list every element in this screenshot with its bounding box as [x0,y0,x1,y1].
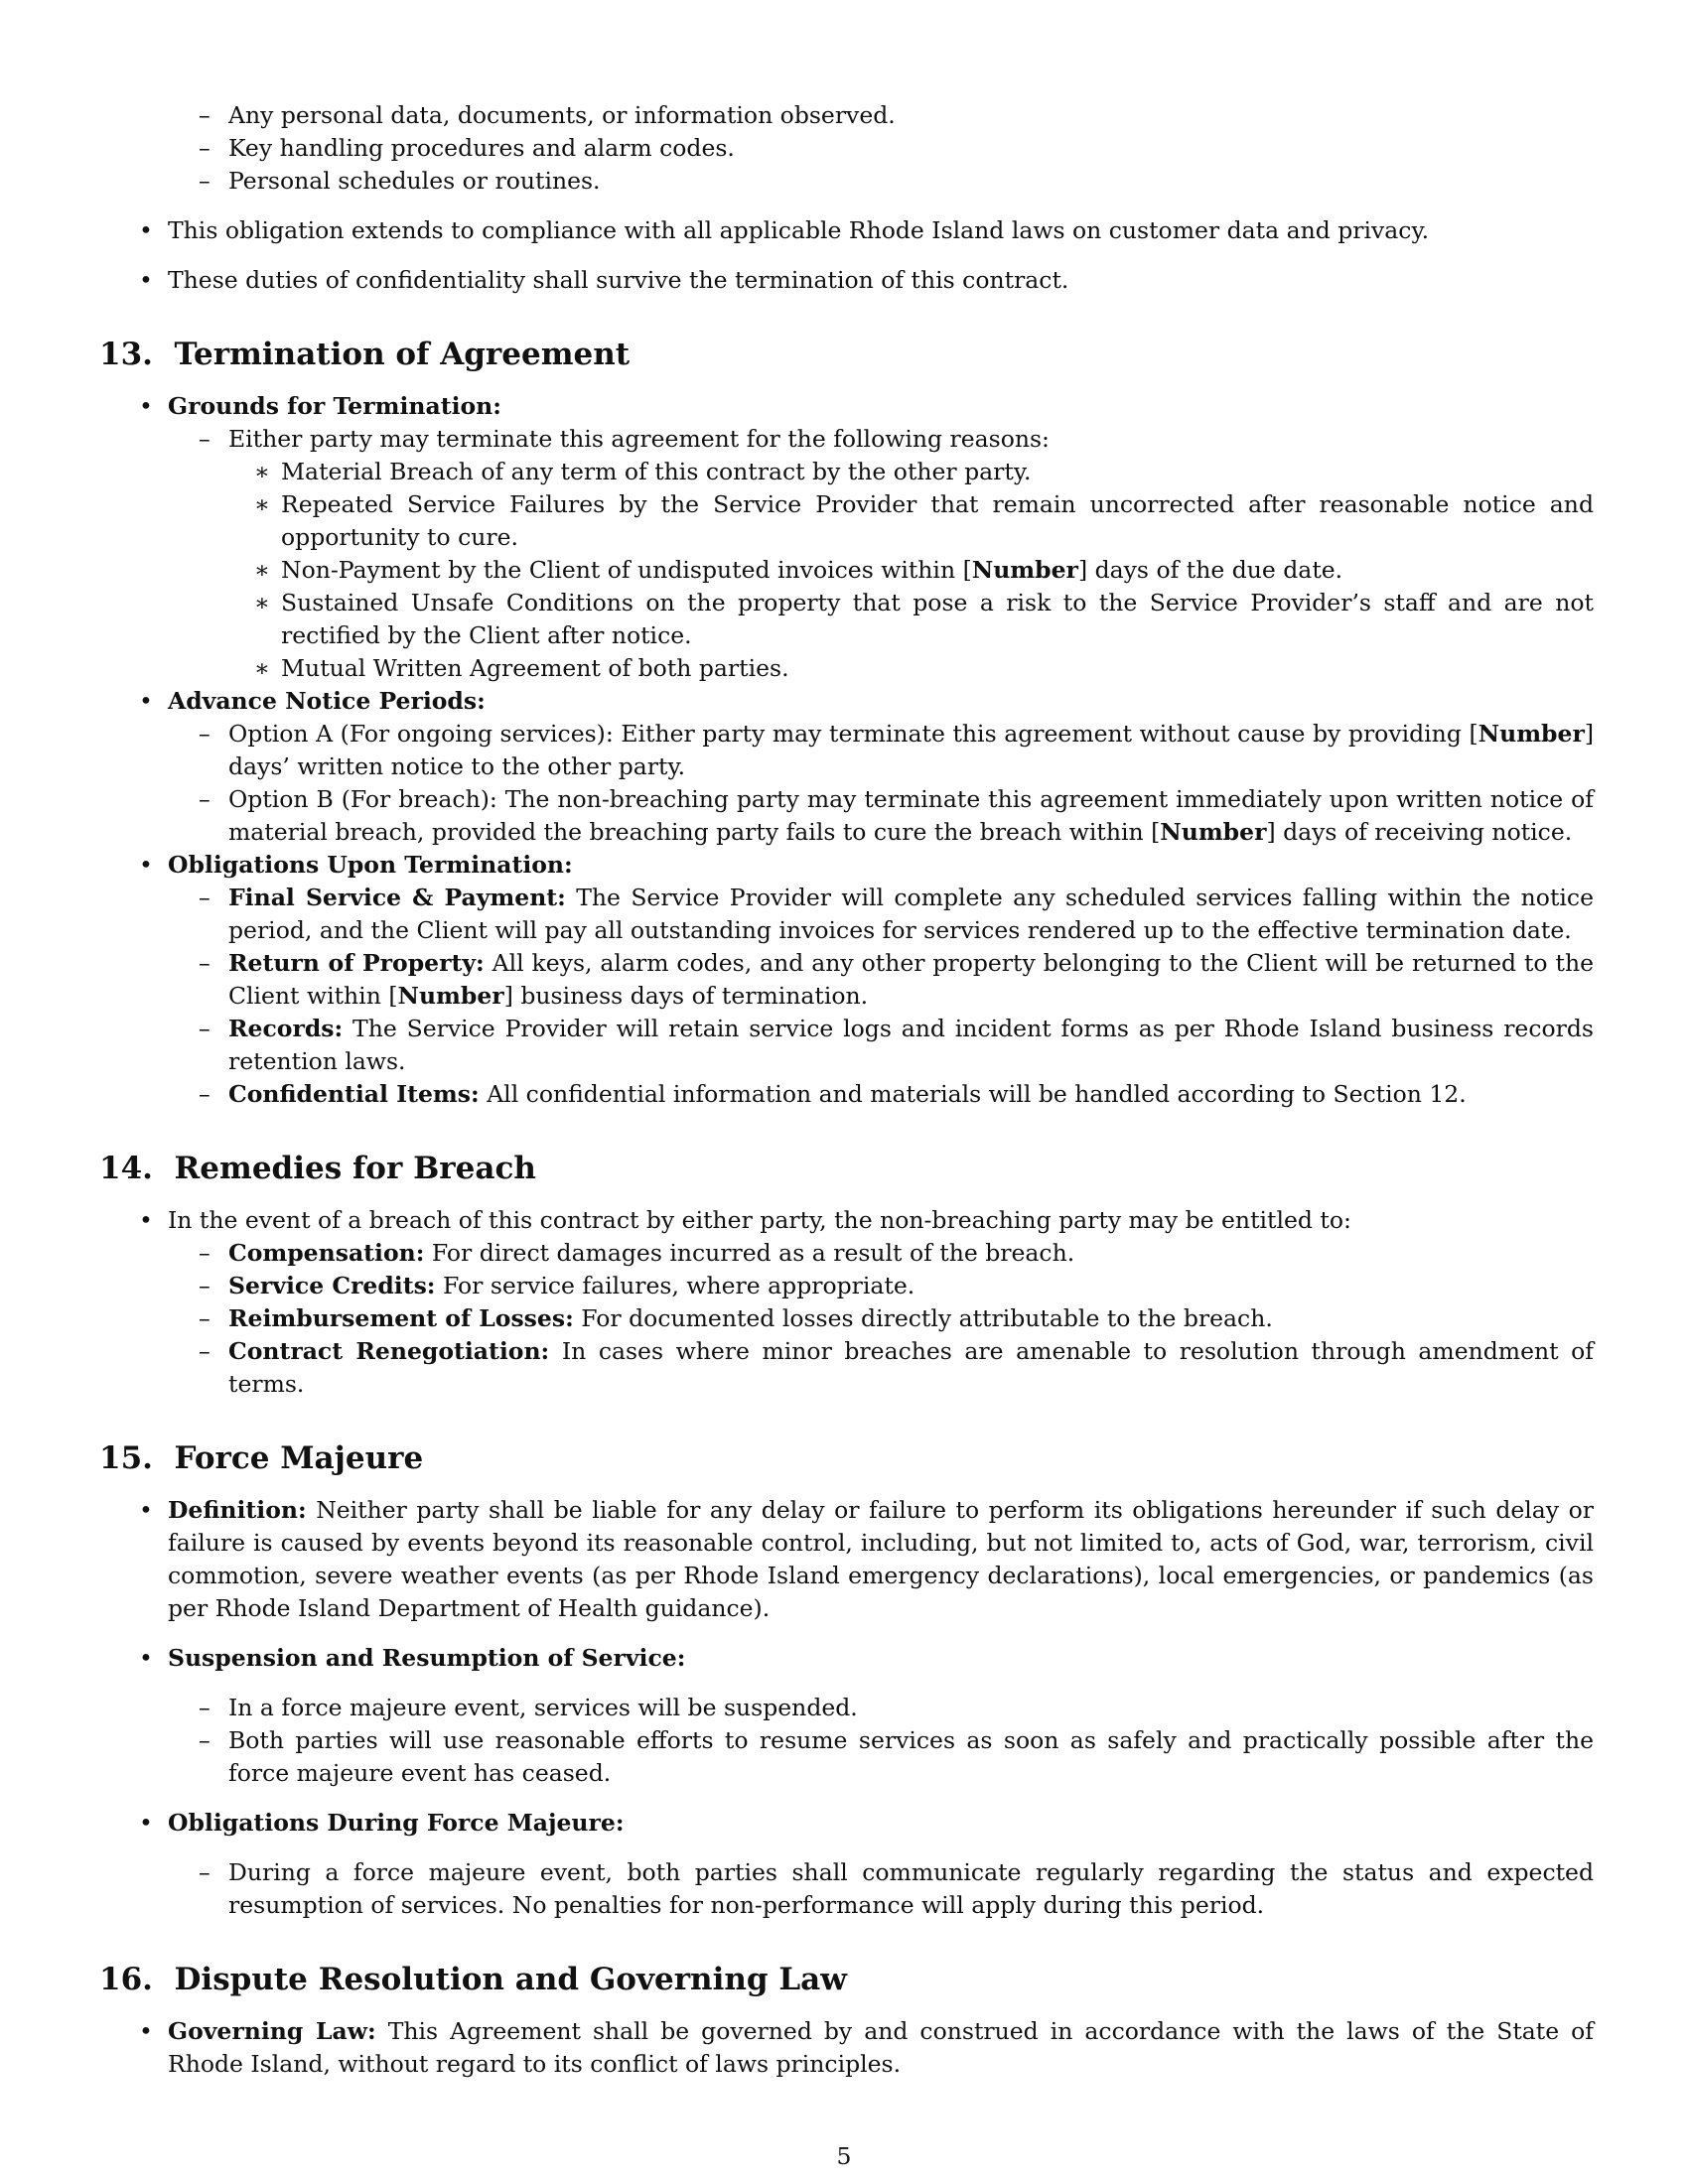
list-item [139,1204,1594,1237]
list-item-text [168,1494,1594,1625]
bullet-marker: • [139,2017,153,2045]
text-run: The Service Provider will complete any scheduled services falling within the notice period, and the Client will pay all outstanding invoices for services rendered up to the effective termination date. [228,884,1594,944]
dash-marker: – [199,101,211,129]
list-item-text: Personal schedules or routines. [228,167,601,195]
number-placeholder: [Number] [1469,720,1594,748]
term-label: Final Service & Payment: [228,884,566,911]
dash-marker: – [199,720,211,748]
grounds-label: Grounds for Termination: [168,392,501,420]
section-title: Dispute Resolution and Governing Law [174,1962,847,1997]
text-run: Option B (For breach): The non-breaching party may terminate this agreement immediately upon written notice of material breach, provided the breaching party fails to cure the breach within [228,785,1594,846]
during-label: Obligations During Force Majeure: [168,1809,625,1837]
list-item-text [228,1013,1594,1078]
list-item [199,1856,1594,1922]
suspension-label: Suspension and Resumption of Service: [168,1644,686,1672]
list-item-text: In the event of a breach of this contract by either party, the non-breaching party may be entitled to: [168,1206,1351,1234]
number-placeholder: [Number] [1151,818,1276,846]
dash-marker: – [199,425,211,453]
section-number: 16. [99,1962,153,1997]
list-item-text: Sustained Unsafe Conditions on the property that pose a risk to the Service Provider’s staff and are not rectified by the Client after notice. [281,589,1594,649]
list-item-text: Key handling procedures and alarm codes. [228,134,735,162]
list-item-text [228,1078,1594,1111]
term-label: Service Credits: [228,1272,436,1299]
dash-marker: – [199,167,211,195]
section-number: 15. [99,1440,153,1476]
list-item [139,2015,1594,2081]
bullet-marker: • [139,1644,153,1672]
document-page [99,99,1594,2081]
list-item-text: Repeated Service Failures by the Service Provider that remain uncorrected after reasonable notice and opportunity to cure. [281,490,1594,551]
section-title: Force Majeure [174,1440,424,1476]
term-label: Definition: [168,1496,307,1524]
list-item [254,488,1594,554]
list-item-text [228,882,1594,947]
list-item-text [281,554,1594,587]
term-label: Contract Renegotiation: [228,1337,550,1365]
bullet-marker: • [139,1809,153,1837]
text-run: For direct damages incurred as a result of the breach. [431,1239,1075,1267]
list-item [199,99,1594,132]
list-item [139,685,1594,718]
bullet-marker: • [139,1206,153,1234]
term-label: Return of Property: [228,949,485,977]
dash-marker: – [199,949,211,977]
text-run: This Agreement shall be governed by and construed in accordance with the laws of the State of Rhode Island, without regard to its conflict of laws principles. [168,2017,1594,2078]
text-run: days’ written notice to the other party. [228,752,686,780]
list-item [199,1013,1594,1078]
notice-label: Advance Notice Periods: [168,687,486,715]
list-item-text [228,1302,1594,1335]
list-item [254,456,1594,488]
list-item-text [228,718,1594,783]
section-number: 14. [99,1151,153,1186]
text-run: All confidential information and materials will be handled according to Section 12. [487,1080,1467,1108]
list-item [199,718,1594,783]
list-item-text: Both parties will use reasonable efforts to resume services as soon as safely and practically possible after the force majeure event has ceased. [228,1726,1594,1787]
obligations-label: Obligations Upon Termination: [168,851,573,879]
list-item-text [228,1237,1594,1270]
list-item-text: During a force majeure event, both parties shall communicate regularly regarding the status and expected resumption of services. No penalties for non-performance will apply during this period. [228,1858,1594,1919]
list-item [199,423,1594,456]
dash-marker: – [199,1015,211,1042]
bullet-marker: • [139,687,153,715]
dash-marker: – [199,1080,211,1108]
star-marker: ∗ [254,490,270,518]
page-number: 5 [836,2142,852,2170]
text-run: For documented losses directly attributable to the breach. [581,1304,1273,1332]
list-item-text: These duties of confidentiality shall survive the termination of this contract. [168,266,1069,294]
section-title: Remedies for Breach [174,1151,536,1186]
list-item [199,1335,1594,1401]
list-item [254,554,1594,587]
term-label: Governing Law: [168,2017,376,2045]
list-item-text: Either party may terminate this agreement for the following reasons: [228,425,1050,453]
list-item-text [228,1270,1594,1302]
star-marker: ∗ [254,654,270,682]
text-run: days of the due date. [1087,556,1343,584]
text-run: Neither party shall be liable for any delay or failure to perform its obligations hereunder if such delay or failure is caused by events beyond its reasonable control, including, but not limited to, acts of God, war, terrorism, civil commotion, severe weather events (as per Rhode Island emergency declarations), local emergencies, or pandemics (as per Rhode Island Department of Health guidance). [168,1496,1594,1622]
list-item [199,783,1594,849]
bullet-marker: • [139,266,153,294]
list-item-text: In a force majeure event, services will be suspended. [228,1694,858,1721]
text-run: Option A (For ongoing services): Either party may terminate this agreement without cause by providing [228,720,1470,748]
list-item-text [168,2015,1594,2081]
list-item-text: Mutual Written Agreement of both parties. [281,654,789,682]
term-label: Confidential Items: [228,1080,480,1108]
star-marker: ∗ [254,556,270,584]
list-item [199,1692,1594,1724]
list-item [139,1807,1594,1840]
list-item-text: Any personal data, documents, or information observed. [228,101,896,129]
dash-marker: – [199,785,211,813]
star-marker: ∗ [254,458,270,485]
list-item [254,652,1594,685]
list-item [199,1302,1594,1335]
list-item [199,1078,1594,1111]
section-heading-14 [99,1149,1594,1188]
list-item [199,1237,1594,1270]
bullet-marker: • [139,851,153,879]
list-item [139,1494,1594,1625]
dash-marker: – [199,1304,211,1332]
number-placeholder: [Number] [388,982,513,1010]
list-item-text [228,1335,1594,1401]
list-item [139,849,1594,882]
list-item-text [228,783,1594,849]
dash-marker: – [199,884,211,911]
list-item [139,1642,1594,1675]
text-run: days of receiving notice. [1275,818,1573,846]
list-item [199,882,1594,947]
list-item [199,1270,1594,1302]
text-run: For service failures, where appropriate. [442,1272,915,1299]
text-run: business days of termination. [512,982,869,1010]
bullet-marker: • [139,1496,153,1524]
number-placeholder: [Number] [962,556,1088,584]
text-run: Non-Payment by the Client of undisputed invoices within [281,556,963,584]
term-label: Records: [228,1015,344,1042]
dash-marker: – [199,1272,211,1299]
list-item [139,264,1594,297]
section-number: 13. [99,337,153,372]
list-item [254,587,1594,652]
dash-marker: – [199,1726,211,1754]
dash-marker: – [199,134,211,162]
dash-marker: – [199,1239,211,1267]
section-title: Termination of Agreement [174,337,631,372]
list-item [199,947,1594,1013]
star-marker: ∗ [254,589,270,616]
list-item [139,390,1594,423]
text-run: The Service Provider will retain service logs and incident forms as per Rhode Island business records retention laws. [228,1015,1594,1075]
text-run: In cases where minor breaches are amenable to resolution through amendment of terms. [228,1337,1594,1398]
list-item-text: Material Breach of any term of this contract by the other party. [281,458,1032,485]
list-item [199,165,1594,198]
term-label: Reimbursement of Losses: [228,1304,574,1332]
list-item [199,1724,1594,1790]
term-label: Compensation: [228,1239,425,1267]
list-item-text [228,947,1594,1013]
dash-marker: – [199,1337,211,1365]
section-heading-15 [99,1438,1594,1478]
list-item [139,214,1594,247]
list-item [199,132,1594,165]
section-heading-16 [99,1960,1594,1999]
text-run: All keys, alarm codes, and any other property belonging to the Client will be returned to the Client within [228,949,1594,1010]
bullet-marker: • [139,216,153,244]
section-heading-13 [99,335,1594,374]
bullet-marker: • [139,392,153,420]
dash-marker: – [199,1858,211,1886]
dash-marker: – [199,1694,211,1721]
list-item-text: This obligation extends to compliance with all applicable Rhode Island laws on customer data and privacy. [168,216,1430,244]
